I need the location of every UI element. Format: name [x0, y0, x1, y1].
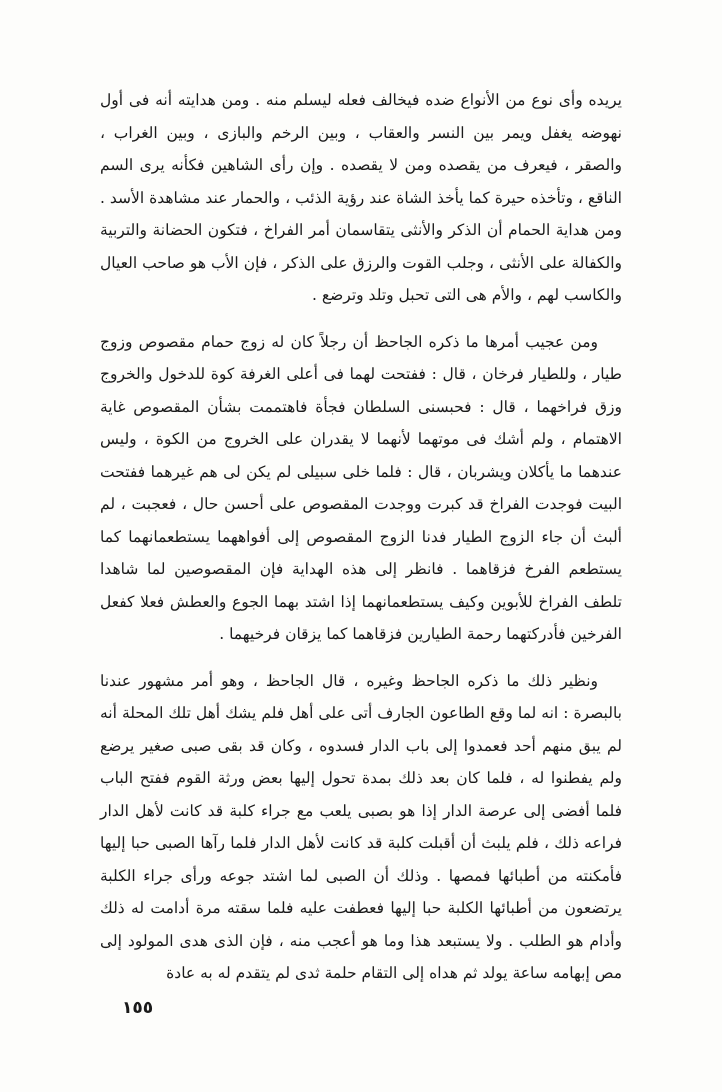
- paragraph-3: ونظير ذلك ما ذكره الجاحظ وغيره ، قال الجاحظ ، وهو أمر مشهور عندنا بالبصرة : انه لما وقع الطاعون الجارف أتى على أهل فلم يشك أهل تلك المحلة أنه لم يبق منهم أحد فعمدوا إلى باب الدار فسدوه ، وكان قد بقى صبى صغير يرضع ولم يفطنوا له ، فلما كان بعد ذلك بمدة تحول إليها بعض ورثة القوم ففتح الباب فلما أفضى إلى عرصة الدار إذا هو بصبى يلعب مع جراء كلبة قد كانت لأهل الدار فراعه ذلك ، فلم يلبث أن أقبلت كلبة قد كانت لأهل الدار فلما رآها الصبى حبا إليها فأمكنته من أطبائها فمصها . وذلك أن الصبى لما اشتد جوعه ورأى جراء الكلبة يرتضعون من أطبائها الكلبة حبا إليها فعطفت عليه فلما سقته مرة أدامت له ذلك وأدام هو الطلب . ولا يستبعد هذا وما هو أعجب منه ، فإن الذى هدى المولود إلى مص إبهامه ساعة يولد ثم هداه إلى التقام حلمة ثدى لم يتقدم له به عادة: [100, 671, 622, 982]
- paragraph-2: ومن عجيب أمرها ما ذكره الجاحظ أن رجلاً كان له زوج حمام مقصوص وزوج طيار ، وللطيار فرخان ، قال : ففتحت لهما فى أعلى الغرفة كوة للدخول والخروج وزق فراخهما ، قال : فحبسنى السلطان فجأة فاهتممت بشأن المقصوص غاية الاهتمام ، ولم أشك فى موتهما لأنهما لا يقدران على الخروج من الكوة ، وليس عندهما ما يأكلان ويشربان ، قال : فلما خلى سبيلى لم يكن لى هم غيرهما ففتحت البيت فوجدت الفراخ قد كبرت ووجدت المقصوص على أحسن حال ، فعجبت ، لم ألبث أن جاء الزوج الطيار فدنا الزوج المقصوص إلى أفواههما يستطعمانهما كما يستطعم الفرخ فزقاهما . فانظر إلى هذه الهداية فإن المقصوصين لما شاهدا تلطف الفراخ للأبوين وكيف يستطعمانهما إذا اشتد بهما الجوع والعطش فعلا كفعل الفرخين فأدركتهما رحمة الطيارين فزقاهما كما يزقان فرخيهما .: [100, 332, 622, 643]
- page-number: ١٥٥: [122, 998, 154, 1018]
- body-text: [100, 84, 622, 990]
- paragraph-1: يريده وأى نوع من الأنواع ضده فيخالف فعله ليسلم منه . ومن هدايته أنه فى أول نهوضه يغفل ويمر بين النسر والعقاب ، وبين الرخم والبازى ، وبين الغراب ، والصقر ، فيعرف من يقصده ومن لا يقصده . وإن رأى الشاهين فكأنه يرى السم الناقع ، وتأخذه حيرة كما يأخذ الشاة عند رؤية الذئب ، والحمار عند مشاهدة الأسد . ومن هداية الحمام أن الذكر والأنثى يتقاسمان أمر الفراخ ، فتكون الحضانة والتربية والكفالة على الأنثى ، وجلب القوت والرزق على الذكر ، فإن الأب هو صاحب العيال والكاسب لهم ، والأم هى التى تحبل وتلد وترضع .: [100, 91, 622, 304]
